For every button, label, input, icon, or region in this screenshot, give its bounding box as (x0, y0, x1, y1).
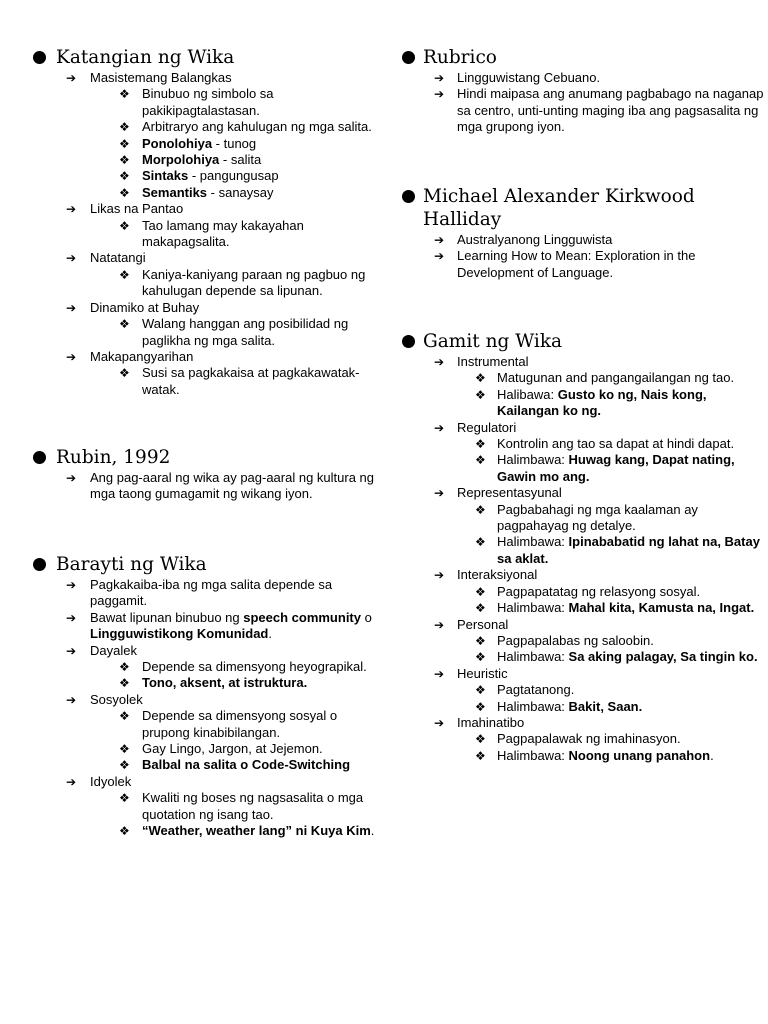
section-rubin (0, 446, 384, 503)
bullet-dot-icon (402, 51, 415, 64)
sub-list-item: ❖ Ponolohiya - tunog (119, 135, 257, 151)
arrow-icon: ➔ (434, 617, 445, 632)
arrow-icon: ➔ (66, 578, 77, 592)
diamond-icon: ❖ (119, 660, 130, 675)
section-title: Katangian ng Wika (0, 46, 384, 69)
diamond-icon: ❖ (119, 366, 130, 381)
section-rubrico (384, 46, 768, 136)
section-katangian (0, 46, 384, 398)
list-item: ➔ Masistemang Balangkas ❖ Binubuo ng simbolo sa pakikipagtalastasan. ❖ Arbitraryo ang kahulugan ng mga salita. ❖ Ponolohiya - tunog ❖ Morpolohiya - salita ❖ Sintaks - pangungusap ❖ Semantiks - sanaysay (0, 70, 384, 201)
diamond-icon: ❖ (119, 169, 130, 184)
section-title: Gamit ng Wika (384, 330, 768, 353)
list-item: ➔ Ang pag-aaral ng wika ay pag-aaral ng kultura ng mga taong gumagamit ng wikang iyon. (66, 470, 375, 502)
list-item: ➔ Representasyunal ❖ Pagbabahagi ng mga kaalaman ay pagpahayag ng detalye. ❖ Halimbawa: Ipinababatid ng lahat na, Batay sa aklat. (384, 485, 768, 567)
arrow-icon: ➔ (434, 71, 445, 85)
bullet-dot-icon (33, 558, 46, 571)
sub-list-item: ❖ Pagpapalawak ng imahinasyon. (475, 731, 681, 747)
arrow-icon: ➔ (434, 355, 445, 369)
section-title: Rubrico (384, 46, 768, 69)
diamond-icon: ❖ (119, 742, 130, 757)
sub-list-item: ❖ Halimbawa: Noong unang panahon. (475, 747, 714, 763)
sub-list-item: ❖ Gay Lingo, Jargon, at Jejemon. (119, 741, 323, 757)
sub-list-item: ❖ Pagpapatatag ng relasyong sosyal. (475, 583, 701, 599)
diamond-icon: ❖ (475, 387, 486, 402)
diamond-icon: ❖ (475, 699, 486, 714)
sub-list-item: ❖ Kontrolin ang tao sa dapat at hindi dapat. (475, 436, 735, 452)
section-title: Michael Alexander Kirkwood Halliday (384, 185, 768, 231)
list-item: ➔ Dayalek ❖ Depende sa dimensyong heyograpikal. ❖ Tono, aksent, at istruktura. (0, 643, 384, 692)
list-item: ➔ Regulatori ❖ Kontrolin ang tao sa dapat at hindi dapat. ❖ Halimbawa: Huwag kang, Dapat nating, Gawin mo ang. (384, 420, 768, 486)
list-item: ➔ Idyolek ❖ Kwaliti ng boses ng nagsasalita o mga quotation ng isang tao. ❖ “Weather, weather lang” ni Kuya Kim. (0, 774, 384, 840)
arrow-icon: ➔ (66, 471, 77, 485)
arrow-icon: ➔ (66, 692, 77, 707)
diamond-icon: ❖ (119, 824, 130, 839)
diamond-icon: ❖ (475, 535, 486, 550)
diamond-icon: ❖ (119, 758, 130, 773)
diamond-icon: ❖ (119, 317, 130, 332)
list-item: ➔ Imahinatibo ❖ Pagpapalawak ng imahinasyon. ❖ Halimbawa: Noong unang panahon. (384, 715, 768, 764)
arrow-icon: ➔ (434, 249, 445, 264)
sub-list-item: ❖ Binubuo ng simbolo sa pakikipagtalastasan. (119, 86, 274, 118)
sub-list-item: ❖ Pagpapalabas ng saloobin. (475, 632, 654, 648)
sub-list-item: ❖ Halimbawa: Ipinababatid ng lahat na, Batay sa aklat. (475, 534, 760, 566)
diamond-icon: ❖ (119, 136, 130, 151)
sub-list-item: ❖ Morpolohiya - salita (119, 152, 262, 168)
section-barayti (0, 553, 384, 840)
arrow-icon: ➔ (434, 568, 445, 583)
sub-list-item: ❖ Kaniya-kaniyang paraan ng pagbuo ng kahulugan depende sa lipunan. (119, 266, 366, 299)
arrow-icon: ➔ (434, 666, 445, 681)
sub-list-item: ❖ Halimbawa: Sa aking palagay, Sa tingin ko. (475, 649, 758, 665)
diamond-icon: ❖ (475, 601, 486, 616)
list-item: ➔ Hindi maipasa ang anumang pagbabago na naganap sa centro, unti-unting maging iba ang pagsasalita ng mga grupong iyon. (434, 86, 764, 135)
arrow-icon: ➔ (66, 71, 77, 85)
section-gamit (384, 330, 768, 764)
diamond-icon: ❖ (475, 437, 486, 452)
sub-list-item: ❖ “Weather, weather lang” ni Kuya Kim. (119, 823, 375, 839)
sub-list-item: ❖ Arbitraryo ang kahulugan ng mga salita. (119, 119, 372, 135)
diamond-icon: ❖ (119, 153, 130, 168)
diamond-icon: ❖ (119, 267, 130, 282)
arrow-icon: ➔ (434, 715, 445, 730)
sub-list-item: ❖ Tao lamang may kakayahan makapagsalita. (119, 217, 304, 250)
diamond-icon: ❖ (119, 791, 130, 806)
section-title: Rubin, 1992 (0, 446, 384, 469)
diamond-icon: ❖ (475, 371, 486, 386)
list-item: ➔ Personal ❖ Pagpapalabas ng saloobin. ❖ Halimbawa: Sa aking palagay, Sa tingin ko. (384, 617, 768, 666)
list-item: ➔ Instrumental ❖ Matugunan and pangangailangan ng tao. ❖ Halibawa: Gusto ko ng, Nais kong, Kailangan ko ng. (384, 354, 768, 420)
sub-list-item: ❖ Pagtatanong. (475, 682, 575, 698)
diamond-icon: ❖ (475, 453, 486, 468)
list-item: ➔ Lingguwistang Cebuano. (434, 70, 601, 85)
sub-list-item: ❖ Depende sa dimensyong sosyal o prupong kinabibilangan. (119, 708, 338, 740)
list-item: ➔ Heuristic ❖ Pagtatanong. ❖ Halimbawa: Bakit, Saan. (384, 666, 768, 715)
sub-list-item: ❖ Semantiks - sanaysay (119, 184, 274, 200)
list-item: ➔ Natatangi ❖ Kaniya-kaniyang paraan ng pagbuo ng kahulugan depende sa lipunan. (0, 250, 384, 299)
bullet-dot-icon (33, 51, 46, 64)
diamond-icon: ❖ (119, 87, 130, 102)
sub-list-item: ❖ Walang hanggan ang posibilidad ng paglikha ng mga salita. (119, 316, 349, 348)
sub-list-item: ❖ Kwaliti ng boses ng nagsasalita o mga quotation ng isang tao. (119, 790, 364, 822)
list-item: ➔ Interaksiyonal ❖ Pagpapatatag ng relasyong sosyal. ❖ Halimbawa: Mahal kita, Kamusta na, Ingat. (384, 567, 768, 616)
sub-list-item: ❖ Halimbawa: Mahal kita, Kamusta na, Ingat. (475, 600, 755, 616)
list-item: ➔ Learning How to Mean: Exploration in the Development of Language. (434, 248, 696, 280)
arrow-icon: ➔ (66, 300, 77, 315)
list-item: ➔ Pagkakaiba-iba ng mga salita depende sa paggamit. (66, 577, 333, 609)
diamond-icon: ❖ (475, 732, 486, 747)
arrow-icon: ➔ (434, 420, 445, 435)
sub-list-item: ❖ Sintaks - pangungusap (119, 168, 279, 184)
list-item: ➔ Dinamiko at Buhay ❖ Walang hanggan ang posibilidad ng paglikha ng mga salita. (0, 300, 384, 349)
arrow-icon: ➔ (66, 610, 77, 625)
sub-list-item: ❖ Tono, aksent, at istruktura. (119, 675, 308, 691)
arrow-icon: ➔ (434, 233, 445, 247)
sub-list-item: ❖ Balbal na salita o Code-Switching (119, 757, 351, 773)
diamond-icon: ❖ (119, 120, 130, 135)
arrow-icon: ➔ (66, 774, 77, 789)
section-title: Barayti ng Wika (0, 553, 384, 576)
bullet-dot-icon (402, 335, 415, 348)
sub-list-item: ❖ Halibawa: Gusto ko ng, Nais kong, Kailangan ko ng. (475, 386, 707, 419)
arrow-icon: ➔ (434, 486, 445, 501)
section-halliday (384, 185, 768, 281)
diamond-icon: ❖ (475, 502, 486, 517)
list-item: ➔ Sosyolek ❖ Depende sa dimensyong sosyal o prupong kinabibilangan. ❖ Gay Lingo, Jargon, at Jejemon. ❖ Balbal na salita o Code-Switching (0, 692, 384, 774)
sub-list-item: ❖ Pagbabahagi ng mga kaalaman ay pagpahayag ng detalye. (475, 501, 698, 534)
sub-list-item: ❖ Matugunan and pangangailangan ng tao. (475, 370, 735, 386)
diamond-icon: ❖ (475, 584, 486, 599)
arrow-icon: ➔ (434, 87, 445, 102)
arrow-icon: ➔ (66, 202, 77, 217)
diamond-icon: ❖ (475, 683, 486, 698)
list-item: ➔ Likas na Pantao ❖ Tao lamang may kakayahan makapagsalita. (0, 201, 384, 250)
diamond-icon: ❖ (119, 218, 130, 233)
diamond-icon: ❖ (475, 633, 486, 648)
diamond-icon: ❖ (119, 709, 130, 724)
diamond-icon: ❖ (119, 185, 130, 200)
list-item: ➔ Australyanong Lingguwista (434, 232, 613, 247)
sub-list-item: ❖ Halimbawa: Huwag kang, Dapat nating, Gawin mo ang. (475, 452, 735, 484)
arrow-icon: ➔ (66, 349, 77, 364)
list-item: ➔ Makapangyarihan ❖ Susi sa pagkakaisa at pagkakawatak-watak. (0, 349, 384, 398)
sub-list-item: ❖ Susi sa pagkakaisa at pagkakawatak-watak. (119, 365, 360, 397)
sub-list-item: ❖ Halimbawa: Bakit, Saan. (475, 698, 643, 714)
diamond-icon: ❖ (475, 748, 486, 763)
diamond-icon: ❖ (475, 650, 486, 665)
list-item: ➔ Bawat lipunan binubuo ng speech community o Lingguwistikong Komunidad. (66, 609, 372, 642)
sub-list-item: ❖ Depende sa dimensyong heyograpikal. (119, 659, 367, 675)
bullet-dot-icon (402, 190, 415, 203)
diamond-icon: ❖ (119, 676, 130, 691)
arrow-icon: ➔ (66, 643, 77, 658)
arrow-icon: ➔ (66, 251, 77, 266)
bullet-dot-icon (33, 451, 46, 464)
